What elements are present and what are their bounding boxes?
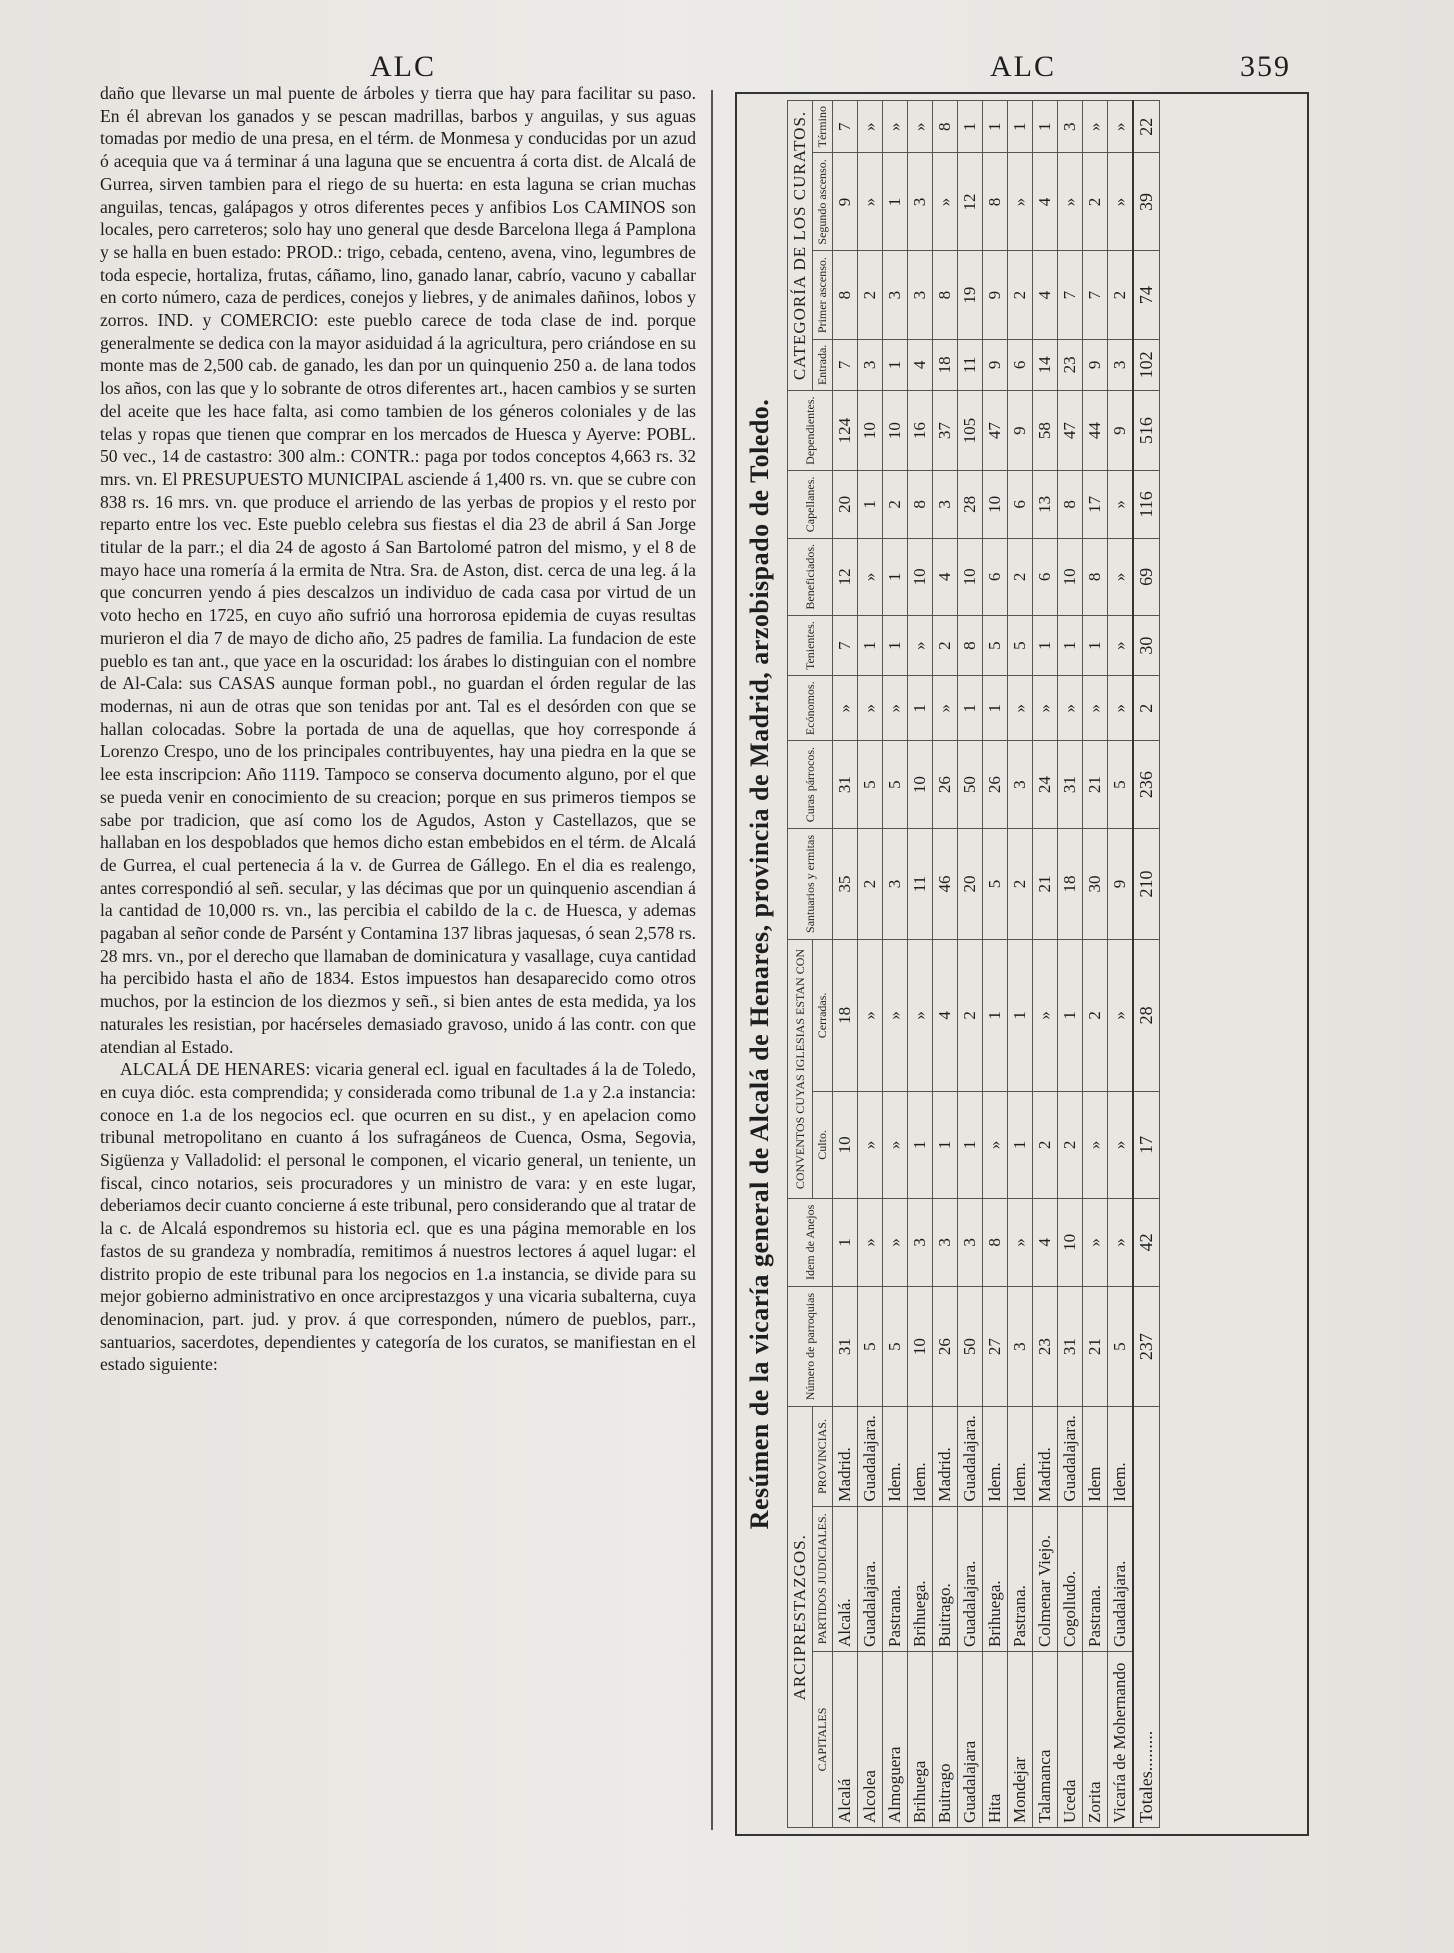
table-cell: »: [883, 101, 908, 153]
header-santuarios: Santuarios y ermitas: [788, 828, 833, 939]
table-cell: »: [883, 940, 908, 1092]
table-cell: 2: [883, 471, 908, 538]
total-cell: 236: [1133, 741, 1160, 829]
table-cell: Guadalajara.: [858, 1506, 883, 1651]
table-cell: Brihuega: [908, 1651, 933, 1827]
table-cell: »: [1108, 1091, 1134, 1198]
table-cell: 5: [983, 616, 1008, 676]
table-cell: 1: [883, 153, 908, 251]
table-cell: 1: [958, 101, 983, 153]
table-cell: »: [1058, 676, 1083, 741]
table-cell: 17: [1083, 471, 1108, 538]
table-cell: 1: [1008, 101, 1033, 153]
table-cell: »: [908, 940, 933, 1092]
table-cell: »: [1108, 153, 1134, 251]
table-cell: »: [933, 153, 958, 251]
table-cell: Madrid.: [1033, 1407, 1058, 1506]
table-cell: Colmenar Viejo.: [1033, 1506, 1058, 1651]
table-row: [933, 101, 958, 1828]
table-cell: Idem.: [983, 1407, 1008, 1506]
total-cell: 69: [1133, 538, 1160, 616]
table-cell: »: [858, 101, 883, 153]
table-cell: 1: [983, 101, 1008, 153]
table-body: [833, 101, 1160, 1828]
table-cell: »: [1083, 101, 1108, 153]
table-cell: 1: [883, 538, 908, 616]
running-header-center: ALC: [990, 50, 1056, 83]
table-cell: 44: [1083, 390, 1108, 470]
table-cell: 1: [883, 616, 908, 676]
table-cell: 31: [833, 1286, 858, 1407]
table-cell: 1: [983, 676, 1008, 741]
table-cell: 47: [1058, 390, 1083, 470]
table-row: [883, 101, 908, 1828]
table-cell: Guadalajara.: [958, 1407, 983, 1506]
table-cell: 5: [1108, 1286, 1134, 1407]
table-cell: 2: [1033, 1091, 1058, 1198]
header-entrada: Entrada.: [813, 339, 833, 390]
total-cell: 516: [1133, 390, 1160, 470]
table-cell: 10: [833, 1091, 858, 1198]
table-cell: Brihuega.: [983, 1506, 1008, 1651]
table-cell: »: [833, 676, 858, 741]
table-cell: 37: [933, 390, 958, 470]
header-arciprestazgos: ARCIPRESTAZGOS.: [788, 1407, 813, 1828]
table-cell: 11: [958, 339, 983, 390]
table-cell: Uceda: [1058, 1651, 1083, 1827]
table-cell: 8: [983, 1199, 1008, 1287]
header-conventos: CONVENTOS CUYAS IGLESIAS ESTAN CON: [788, 940, 813, 1199]
header-partidos: PARTIDOS JUDICIALES.: [813, 1506, 833, 1651]
header-segundo-ascenso: Segundo ascenso.: [813, 153, 833, 251]
total-cell: 74: [1133, 251, 1160, 339]
table-cell: 2: [958, 940, 983, 1092]
table-cell: 4: [1033, 251, 1058, 339]
table-cell: 10: [908, 741, 933, 829]
table-cell: 27: [983, 1286, 1008, 1407]
table-cell: »: [858, 1199, 883, 1287]
table-cell: 10: [1058, 538, 1083, 616]
table-cell: Guadalajara: [958, 1651, 983, 1827]
table-cell: Guadalajara.: [1058, 1407, 1083, 1506]
paragraph-alcala-henares: ALCALÁ DE HENARES: vicaria general ecl. igual en facultades á la de Toledo, en cuya dióc. esta comprendida; y considerada como tribunal de 1.a y 2.a instancia: conoce en 1.a de los negocios ecl. que ocurren en su dist., y en apelacion como tribunal metropolitano en cuanto á los sufragáneos de Cuenca, Osma, Segovia, Sigüenza y Valladolid: el personal le componen, el vicario general, un teniente, un fiscal, cinco notarios, seis procuradores y un ministro de vara: y en este lugar, deberiamos decir cuanto concierne á este tribunal, pero considerando que al tratar de la c. de Alcalá espondremos su historia ecl. que es una página memorable en los fastos de su grandeza y nombradía, remitimos á nuestros lectores á aquel lugar: el distrito propio de este tribunal para los negocios en 1.a instancia, se divide para su mejor gobierno administrativo en once arciprestazgos y una vicaria subalterna, cuya denominacion, part. jud. y prov. á que corresponden, número de pueblos, parr., santuarios, sacerdotes, dependientes y categoría de los curatos, se manifiestan en el estado siguiente:: [100, 1059, 696, 1375]
table-cell: Idem.: [883, 1407, 908, 1506]
table-cell: 1: [908, 676, 933, 741]
table-cell: 18: [1058, 828, 1083, 939]
table-cell: 1: [1083, 616, 1108, 676]
table-cell: »: [1033, 676, 1058, 741]
table-cell: Cogolludo.: [1058, 1506, 1083, 1651]
table-cell: 7: [833, 101, 858, 153]
table-cell: 21: [1083, 1286, 1108, 1407]
table-cell: Alcolea: [858, 1651, 883, 1827]
table-cell: 8: [933, 101, 958, 153]
table-cell: 23: [1033, 1286, 1058, 1407]
total-cell: 28: [1133, 940, 1160, 1092]
table-row: [858, 101, 883, 1828]
table-row: [1083, 101, 1108, 1828]
table-title: Resúmen de la vicaría general de Alcalá de Henares, provincia de Madrid, arzobispado de Toledo.: [745, 398, 774, 1530]
table-cell: 10: [858, 390, 883, 470]
table-row: [1058, 101, 1083, 1828]
table-cell: »: [883, 1091, 908, 1198]
table-cell: »: [883, 676, 908, 741]
table-cell: 18: [833, 940, 858, 1092]
table-cell: 1: [1033, 101, 1058, 153]
table-cell: 2: [858, 251, 883, 339]
table-cell: Buitrago.: [933, 1506, 958, 1651]
table-cell: Alcalá.: [833, 1506, 858, 1651]
table-cell: 2: [1108, 251, 1134, 339]
table-cell: »: [1108, 616, 1134, 676]
table-cell: »: [858, 1091, 883, 1198]
table-cell: 3: [858, 339, 883, 390]
table-cell: 3: [1058, 101, 1083, 153]
table-cell: 5: [858, 741, 883, 829]
table-cell: Madrid.: [833, 1407, 858, 1506]
paragraph-alcala-gurrea: daño que llevarse un mal puente de árboles y tierra que hay para facilitar su paso. En él abrevan los ganados y se pescan madrillas, barbos y anguilas, y sus aguas tomadas por medio de una presa, en el térm. de Monmesa y conducidas por un azud ó acequia que va á terminar á una laguna que se encuentra á corta dist. de Alcalá de Gurrea, sirven tambien para el riego de su huerta: en esta laguna se crian muchas anguilas, tencas, galápagos y otros diferentes peces y anfibios Los CAMINOS son locales, pero carreteros; solo hay uno general que desde Barcelona llega á Pamplona y se halla en buen estado: PROD.: trigo, cebada, centeno, avena, vino, legumbres de toda especie, hortaliza, frutas, cáñamo, lino, ganado lanar, cabrío, vacuno y caballar en corto número, caza de perdices, conejos y liebres, y de animales dañinos, lobos y zorros. IND. y COMERCIO: este pueblo carece de toda clase de ind. porque generalmente se dedica con la mayor asiduidad á la agricultura, pero criándose en su monte mas de 2,500 cab. de ganado, les dan por un quinquenio 250 a. de lana todos los años, con las que y lo sobrante de otros diferentes art., hacen cambios y se surten del aceite que les hace falta, asi como tambien de los géneros coloniales y de las telas y ropas que tienen que comprar en los mercados de Huesca y Ayerve: POBL. 50 vec., 14 de castastro: 300 alm.: CONTR.: paga por todos conceptos 4,663 rs. 32 mrs. vn. El PRESUPUESTO MUNICIPAL asciende á 1,400 rs. vn. que se cubre con 838 rs. 16 mrs. vn. que produce el arriendo de las yerbas de propios y el resto por reparto entre los vec. Este pueblo celebra sus fiestas el dia 23 de abril á San Jorge titular de la parr.; el dia 24 de agosto á San Bartolomé patron del mismo, y el 8 de mayo hace una romería á la ermita de Ntra. Sra. de Aston, dist. cerca de una leg. á la que concurren yendo á pies descalzos un individuo de cada casa por virtud de un voto hecho en 1725, en cuyo año sufrió una horrorosa epidemia de cuyas resultas murieron el dia 7 de mayo de dicho año, 25 padres de familia. La fundacion de este pueblo es tan ant., que yace en la oscuridad: los árabes lo distinguian con el nombre de Al-Cala: sus CASAS aunque forman pobl., no guardan el órden regular de las modernas, ni aun de otras que son tenidas por ant. Tal es el desórden con que se hallan colocadas. Sobre la portada de una de aquellas, que hoy corresponde á Lorenzo Crespo, uno de los principales contribuyentes, hay una piedra en la que se lee esta inscripcion: Año 1119. Tampoco se conserva documento alguno, por el que se pueda venir en conocimiento de su creacion; porque en sus primeros tiempos se sabe por tradicion, que así como los de Agudos, Aston y Castellazos, que se hallaban en los despoblados que hemos dicho estan embebidos en el térm. de Alcalá de Gurrea, el cual pertenecia á la v. de Gurrea de Gállego. En el dia es realengo, antes correspondió al señ. secular, y las décimas que por un quinquenio ascendian á la cantidad de 10,000 rs. vn., las percibia el cabildo de la c. de Huesca, y ademas pagaban al señor conde de Parsént y Contamina 137 libras jaquesas, ó sean 2,578 rs. 28 mrs. vn., por el derecho que llamaban de dominicatura y vasallage, cuya cantidad ha percibido hasta el año de 1834. Estos impuestos han desaparecido como otros muchos, por la estincion de los diezmos y señ., si bien antes de esta medida, ya los naturales les resistian, por hacérseles demasiado gravoso, unido á las contr. con que atendian al Estado.: [100, 83, 696, 1057]
table-cell: 12: [833, 538, 858, 616]
table-cell: 8: [983, 153, 1008, 251]
table-cell: 58: [1033, 390, 1058, 470]
table-cell: »: [1083, 676, 1108, 741]
table-cell: »: [1108, 471, 1134, 538]
table-cell: 3: [1008, 741, 1033, 829]
table-cell: 1: [858, 616, 883, 676]
table-cell: »: [858, 676, 883, 741]
table-cell: 9: [1108, 390, 1134, 470]
table-cell: 26: [933, 741, 958, 829]
table-cell: »: [1083, 1091, 1108, 1198]
table-cell: 1: [1008, 1091, 1033, 1198]
table-cell: »: [1108, 538, 1134, 616]
table-cell: 6: [1008, 471, 1033, 538]
table-cell: 5: [983, 828, 1008, 939]
table-cell: Idem.: [1008, 1407, 1033, 1506]
table-cell: Vicaría de Mohernando: [1108, 1651, 1134, 1827]
table-row: [1108, 101, 1134, 1828]
table-row: [908, 101, 933, 1828]
table-cell: »: [1108, 101, 1134, 153]
table-cell: 3: [883, 828, 908, 939]
table-cell: 4: [1033, 153, 1058, 251]
table-row: [983, 101, 1008, 1828]
total-cell: 42: [1133, 1199, 1160, 1287]
text-column: [100, 82, 696, 1902]
table-cell: 1: [858, 471, 883, 538]
table-cell: 31: [1058, 1286, 1083, 1407]
header-cerradas: Cerradas.: [813, 940, 833, 1092]
table-cell: 20: [958, 828, 983, 939]
table-cell: Madrid.: [933, 1407, 958, 1506]
rotated-table-content: [737, 94, 1307, 1834]
table-cell: 5: [883, 741, 908, 829]
table-cell: 1: [1033, 616, 1058, 676]
table-cell: 3: [933, 1199, 958, 1287]
table-cell: Guadalajara.: [858, 1407, 883, 1506]
table-cell: 46: [933, 828, 958, 939]
table-cell: 3: [958, 1199, 983, 1287]
header-numero-parroquias: Número de parroquias: [788, 1286, 833, 1407]
table-cell: 8: [958, 616, 983, 676]
table-cell: Alcalá: [833, 1651, 858, 1827]
table-cell: 6: [983, 538, 1008, 616]
table-cell: 6: [1008, 339, 1033, 390]
table-cell: 21: [1083, 741, 1108, 829]
table-cell: 3: [1108, 339, 1134, 390]
table-cell: 10: [983, 471, 1008, 538]
table-cell: 12: [958, 153, 983, 251]
table-cell: 8: [1083, 538, 1108, 616]
table-cell: 9: [983, 339, 1008, 390]
table-cell: 4: [1033, 1199, 1058, 1287]
table-cell: »: [1008, 1199, 1033, 1287]
table-cell: 5: [1108, 741, 1134, 829]
header-capitales: CAPITALES: [813, 1651, 833, 1827]
table-cell: 7: [833, 616, 858, 676]
statistics-table: [787, 100, 1160, 1828]
table-cell: 7: [833, 339, 858, 390]
table-cell: »: [858, 153, 883, 251]
table-cell: 9: [1083, 339, 1108, 390]
header-primer-ascenso: Primer ascenso.: [813, 251, 833, 339]
table-cell: 6: [1033, 538, 1058, 616]
totals-row: [1133, 101, 1160, 1828]
table-cell: 9: [1008, 390, 1033, 470]
table-row: [1033, 101, 1058, 1828]
column-divider: [711, 90, 713, 1830]
table-cell: 9: [1108, 828, 1134, 939]
table-cell: 1: [1008, 940, 1033, 1092]
table-cell: 8: [833, 251, 858, 339]
table-cell: Buitrago: [933, 1651, 958, 1827]
table-cell: 4: [933, 940, 958, 1092]
table-cell: »: [858, 538, 883, 616]
totals-label: Totales.........: [1133, 1407, 1160, 1828]
table-cell: 1: [908, 1091, 933, 1198]
table-cell: 2: [1008, 251, 1033, 339]
total-cell: 116: [1133, 471, 1160, 538]
table-row: [958, 101, 983, 1828]
table-cell: 31: [833, 741, 858, 829]
table-cell: 1: [1058, 940, 1083, 1092]
header-anejos: Idem de Anejos: [788, 1199, 833, 1287]
table-cell: Pastrana.: [1008, 1506, 1033, 1651]
header-curas: Curas párrocos.: [788, 741, 833, 829]
table-cell: 1: [883, 339, 908, 390]
table-cell: 20: [833, 471, 858, 538]
table-cell: 1: [958, 676, 983, 741]
table-cell: »: [1108, 1199, 1134, 1287]
table-cell: 7: [1058, 251, 1083, 339]
table-cell: 1: [833, 1199, 858, 1287]
table-row: [833, 101, 858, 1828]
table-cell: 28: [958, 471, 983, 538]
table-cell: 2: [1008, 828, 1033, 939]
table-cell: »: [883, 1199, 908, 1287]
table-cell: 35: [833, 828, 858, 939]
table-cell: 47: [983, 390, 1008, 470]
table-cell: 8: [908, 471, 933, 538]
table-cell: Idem: [1083, 1407, 1108, 1506]
table-cell: 9: [983, 251, 1008, 339]
table-cell: Talamanca: [1033, 1651, 1058, 1827]
table-cell: 3: [908, 251, 933, 339]
table-cell: 3: [883, 251, 908, 339]
header-tenientes: Tenientes.: [788, 616, 833, 676]
table-cell: 30: [1083, 828, 1108, 939]
table-cell: Mondejar: [1008, 1651, 1033, 1827]
total-cell: 237: [1133, 1286, 1160, 1407]
table-cell: 5: [883, 1286, 908, 1407]
table-cell: 26: [933, 1286, 958, 1407]
table-cell: 2: [1083, 153, 1108, 251]
table-cell: 13: [1033, 471, 1058, 538]
table-cell: 50: [958, 741, 983, 829]
table-cell: 3: [908, 1199, 933, 1287]
table-cell: »: [1008, 153, 1033, 251]
table-cell: 11: [908, 828, 933, 939]
header-beneficiados: Beneficiados.: [788, 538, 833, 616]
table-cell: 3: [908, 153, 933, 251]
table-cell: 18: [933, 339, 958, 390]
table-cell: 16: [908, 390, 933, 470]
table-cell: 2: [1058, 1091, 1083, 1198]
header-capellanes: Capellanes.: [788, 471, 833, 538]
table-cell: 9: [833, 153, 858, 251]
table-cell: 2: [1008, 538, 1033, 616]
table-cell: 1: [933, 1091, 958, 1198]
table-cell: 14: [1033, 339, 1058, 390]
table-cell: »: [933, 676, 958, 741]
table-cell: »: [1108, 676, 1134, 741]
table-cell: 1: [983, 940, 1008, 1092]
table-cell: 23: [1058, 339, 1083, 390]
table-cell: »: [1033, 940, 1058, 1092]
total-cell: 102: [1133, 339, 1160, 390]
table-cell: Almoguera: [883, 1651, 908, 1827]
table-cell: 5: [1008, 616, 1033, 676]
total-cell: 30: [1133, 616, 1160, 676]
table-cell: 10: [908, 538, 933, 616]
table-cell: 24: [1033, 741, 1058, 829]
table-cell: »: [908, 101, 933, 153]
table-cell: 10: [958, 538, 983, 616]
table-cell: 26: [983, 741, 1008, 829]
header-termino: Término: [813, 101, 833, 153]
table-cell: 8: [933, 251, 958, 339]
header-provincias: PROVINCIAS.: [813, 1407, 833, 1506]
table-cell: 124: [833, 390, 858, 470]
table-cell: »: [1058, 153, 1083, 251]
table-cell: 1: [958, 1091, 983, 1198]
table-cell: »: [1083, 1199, 1108, 1287]
table-cell: 50: [958, 1286, 983, 1407]
table-cell: 4: [908, 339, 933, 390]
table-cell: Idem.: [908, 1407, 933, 1506]
header-dependientes: Dependientes.: [788, 390, 833, 470]
table-cell: 2: [858, 828, 883, 939]
table-cell: 4: [933, 538, 958, 616]
table-cell: Guadalajara.: [958, 1506, 983, 1651]
table-cell: 5: [858, 1286, 883, 1407]
table-cell: 7: [1083, 251, 1108, 339]
table-cell: 2: [1083, 940, 1108, 1092]
table-cell: Pastrana.: [1083, 1506, 1108, 1651]
table-cell: Zorita: [1083, 1651, 1108, 1827]
table-cell: »: [1108, 940, 1134, 1092]
table-cell: 10: [883, 390, 908, 470]
table-cell: Guadalajara.: [1108, 1506, 1134, 1651]
table-cell: 21: [1033, 828, 1058, 939]
table-cell: »: [858, 940, 883, 1092]
header-culto: Culto.: [813, 1091, 833, 1198]
page-number: 359: [1240, 50, 1291, 83]
table-cell: 3: [1008, 1286, 1033, 1407]
table-cell: »: [1008, 676, 1033, 741]
header-categoria: CATEGORÍA DE LOS CURATOS.: [788, 101, 813, 391]
table-cell: 10: [908, 1286, 933, 1407]
table-cell: Idem.: [1108, 1407, 1134, 1506]
table-cell: Hita: [983, 1651, 1008, 1827]
table-row: [1008, 101, 1033, 1828]
rotated-table-frame: [735, 92, 1309, 1836]
total-cell: 210: [1133, 828, 1160, 939]
table-cell: 8: [1058, 471, 1083, 538]
table-cell: 2: [933, 616, 958, 676]
table-cell: Brihuega.: [908, 1506, 933, 1651]
table-cell: 31: [1058, 741, 1083, 829]
total-cell: 22: [1133, 101, 1160, 153]
header-economos: Ecónomos.: [788, 676, 833, 741]
total-cell: 39: [1133, 153, 1160, 251]
total-cell: 2: [1133, 676, 1160, 741]
table-cell: 3: [933, 471, 958, 538]
table-cell: Pastrana.: [883, 1506, 908, 1651]
table-cell: 1: [1058, 616, 1083, 676]
running-header-left: ALC: [370, 50, 436, 83]
table-cell: 10: [1058, 1199, 1083, 1287]
table-cell: 19: [958, 251, 983, 339]
table-cell: »: [983, 1091, 1008, 1198]
table-cell: »: [908, 616, 933, 676]
table-cell: 105: [958, 390, 983, 470]
total-cell: 17: [1133, 1091, 1160, 1198]
